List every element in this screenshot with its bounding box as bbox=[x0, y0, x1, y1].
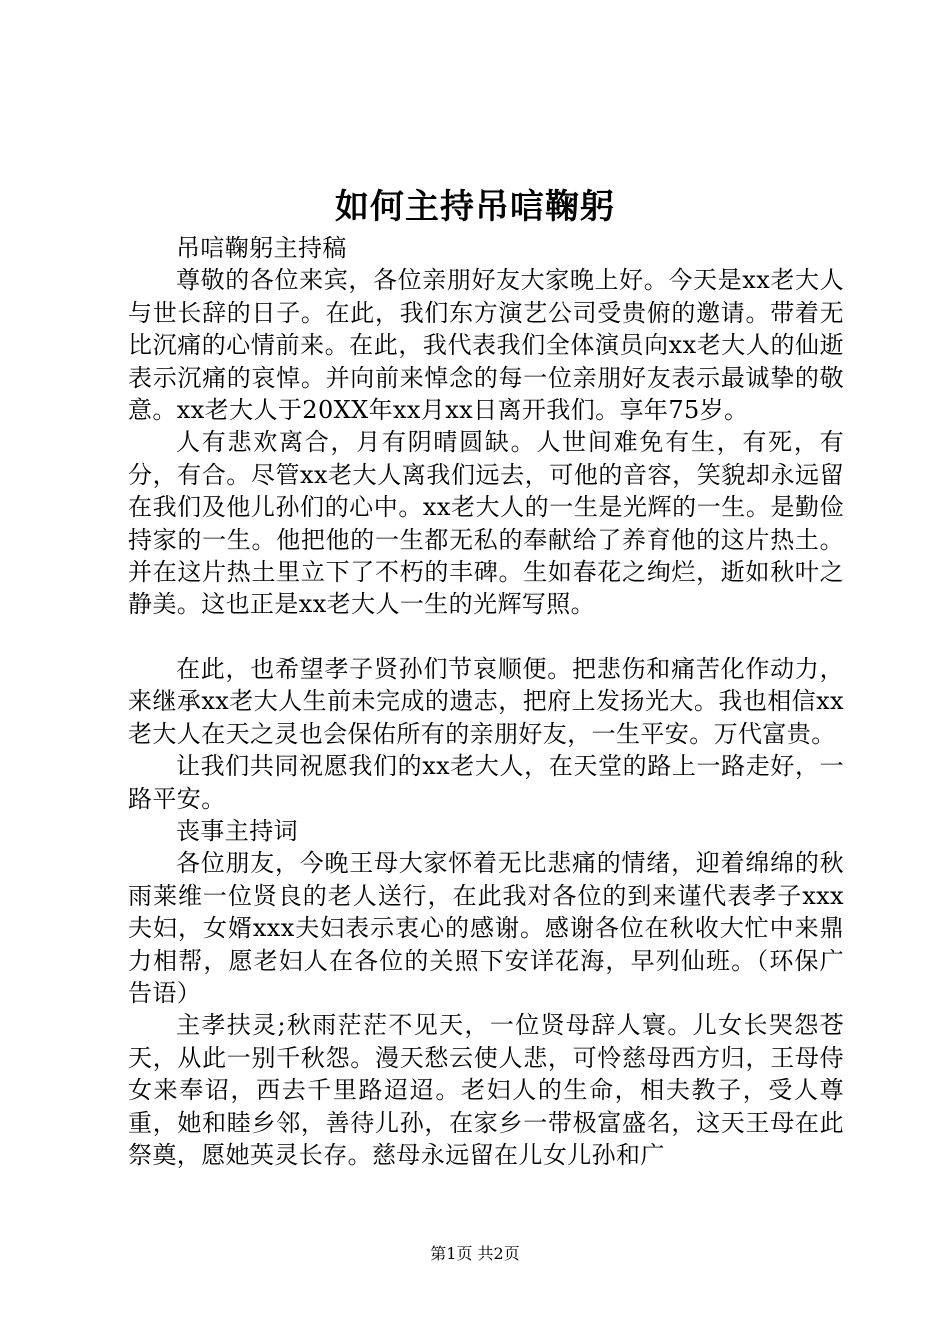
paragraph-life-tribute: 人有悲欢离合，月有阴晴圆缺。人世间难免有生，有死，有分，有合。尽管xx老大人离我们远去，可他的音容，笑貌却永远留在我们及他儿孙们的心中。xx老大人的一生是光辉的一生。是勤俭持家的一生。他把他的一生都无私的奉献给了养育他的这片热土。并在这片热土里立下了不朽的丰碑。生如春花之绚烂，逝如秋叶之静美。这也正是xx老大人一生的光辉写照。 bbox=[128, 428, 844, 619]
paragraph-condolence: 在此，也希望孝子贤孙们节哀顺便。把悲伤和痛苦化作动力，来继承xx老大人生前未完成的遗志，把府上发扬光大。我也相信xx老大人在天之灵也会保佑所有的亲朋好友，一生平安。万代富贵。 bbox=[128, 654, 844, 748]
section-heading-funeral-host: 丧事主持词 bbox=[176, 816, 298, 845]
paragraph-thanks: 各位朋友，今晚王母大家怀着无比悲痛的情绪，迎着绵绵的秋雨莱维一位贤良的老人送行，在此我对各位的到来谨代表孝子xxx夫妇，女婿xxx夫妇表示衷心的感谢。感谢各位在秋收大忙中来鼎力相帮，愿老妇人在各位的关照下安详花海，早列仙班。（环保广告语） bbox=[128, 849, 844, 1007]
paragraph-greeting: 尊敬的各位来宾，各位亲朋好友大家晚上好。今天是xx老大人与世长辞的日子。在此，我们东方演艺公司受贵俯的邀请。带着无比沉痛的心情前来。在此，我代表我们全体演员向xx老大人的仙逝表示沉痛的哀悼。并向前来悼念的每一位亲朋好友表示最诚挚的敬意。xx老大人于20XX年xx月xx日离开我们。享年75岁。 bbox=[128, 266, 844, 425]
paragraph-coffin-procession: 主孝扶灵;秋雨茫茫不见天，一位贤母辞人寰。儿女长哭怨苍天，从此一别千秋怨。漫天愁云使人悲，可怜慈母西方归，王母侍女来奉诏，西去千里路迢迢。老妇人的生命，相夫教子，受人尊重，她和睦乡邻，善待儿孙，在家乡一带极富盛名，这天王母在此祭奠，愿她英灵长存。慈母永远留在儿女儿孙和广 bbox=[128, 1011, 844, 1169]
paragraph-farewell: 让我们共同祝愿我们的xx老大人，在天堂的路上一路走好，一路平安。 bbox=[128, 752, 844, 813]
document-title: 如何主持吊唁鞠躬 bbox=[335, 187, 615, 227]
blank-line bbox=[128, 621, 844, 653]
page-footer: 第1页 共2页 bbox=[430, 1244, 520, 1263]
section-heading-eulogy-script: 吊唁鞠躬主持稿 bbox=[176, 234, 347, 262]
document-body bbox=[128, 232, 844, 1171]
